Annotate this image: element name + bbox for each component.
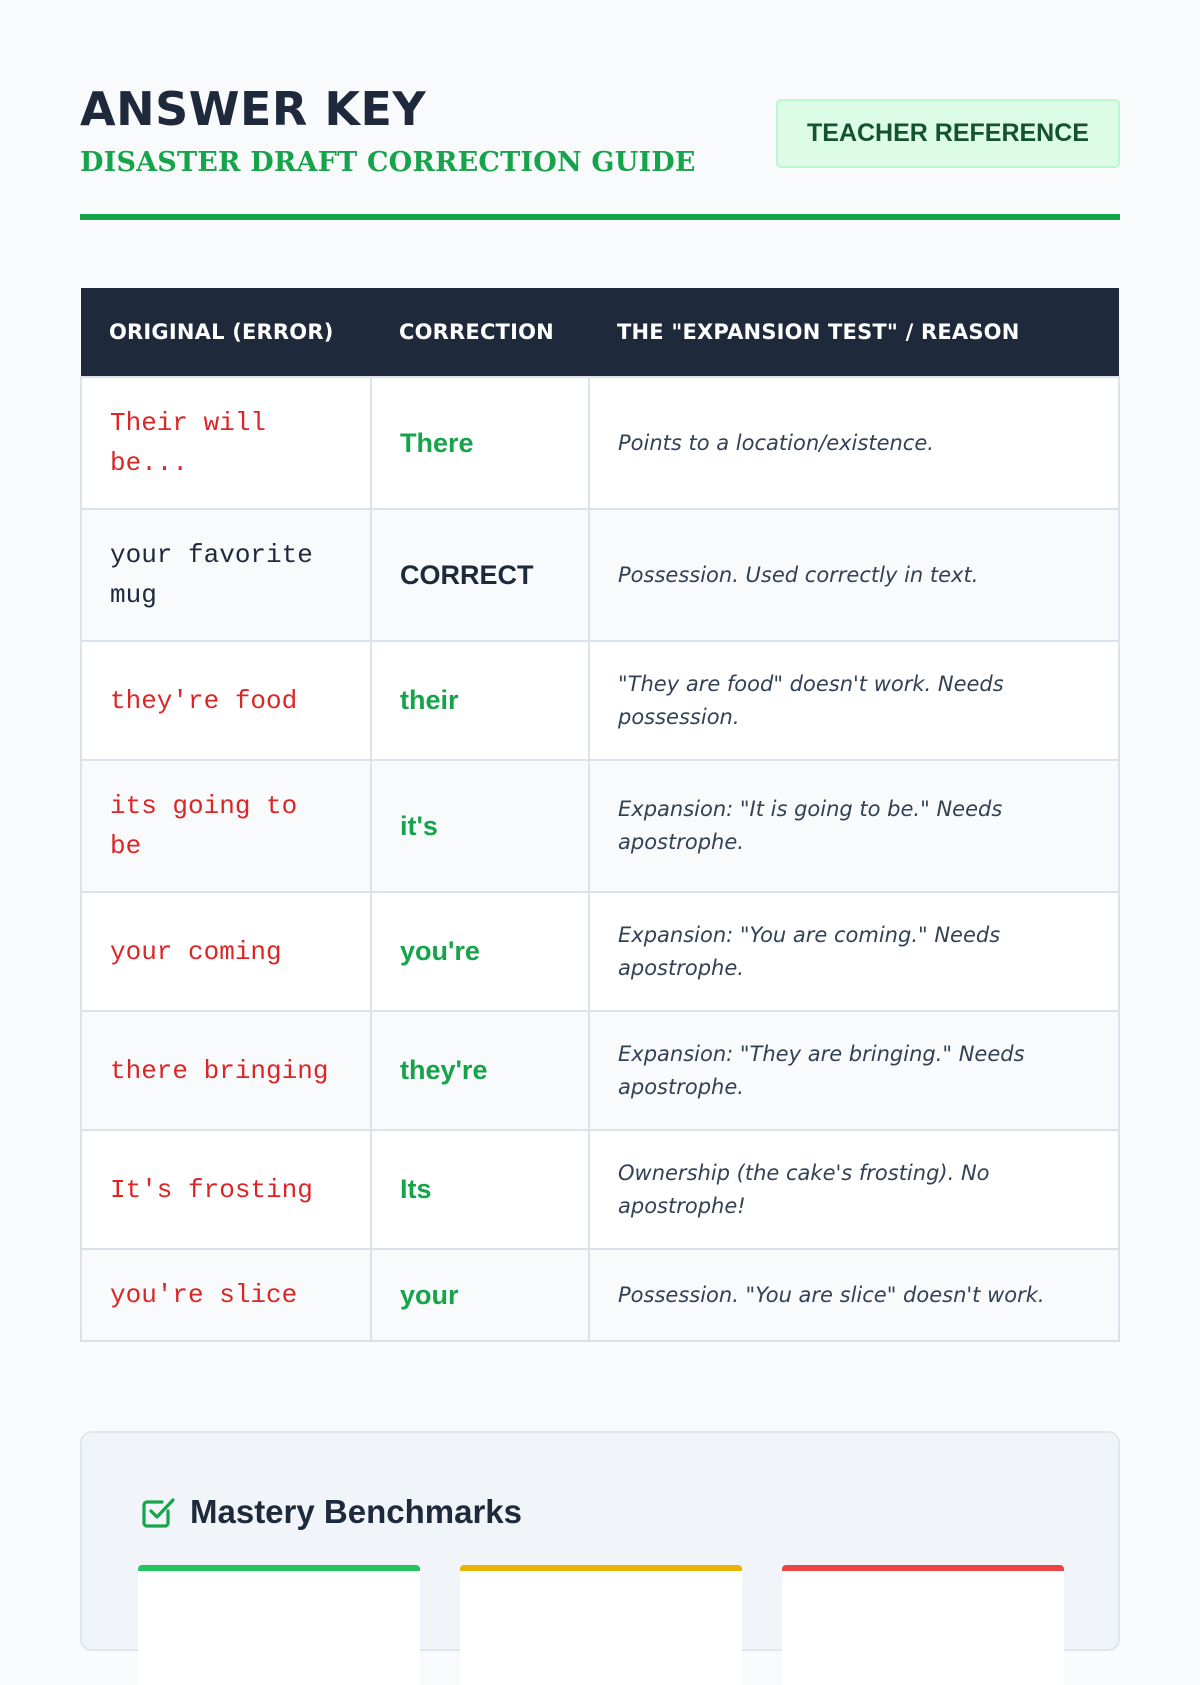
cell-original (81, 1249, 371, 1341)
table-row (81, 509, 1119, 641)
cell-original (81, 892, 371, 1011)
page-subtitle: DISASTER DRAFT CORRECTION GUIDE (80, 147, 696, 178)
original-text: you're slice (110, 1280, 298, 1310)
benchmark-card-bar (138, 1565, 420, 1571)
cell-original (81, 377, 371, 509)
cell-original (81, 1130, 371, 1249)
cell-correction (371, 892, 589, 1011)
table-row (81, 760, 1119, 892)
teacher-reference-badge: TEACHER REFERENCE (776, 99, 1120, 168)
answer-table (80, 288, 1120, 1342)
header (80, 0, 1120, 220)
correction-text: they're (400, 1055, 488, 1085)
original-text: It's frosting (110, 1174, 313, 1205)
correction-text: CORRECT (400, 559, 534, 590)
cell-reason (589, 641, 1119, 760)
cell-original (81, 641, 371, 760)
table-row (81, 1249, 1119, 1341)
header-divider (80, 214, 1120, 220)
cell-correction (371, 377, 589, 509)
header-original: ORIGINAL (ERROR) (81, 288, 371, 377)
benchmark-card-bar (782, 1565, 1064, 1571)
reason-text: Ownership (the cake's frosting). No apostrophe! (618, 1160, 990, 1218)
reason-text: Expansion: "You are coming." Needs apostrophe. (618, 922, 1001, 980)
benchmark-card-bar (460, 1565, 742, 1571)
cell-correction (371, 641, 589, 760)
checkbox-icon (140, 1494, 176, 1530)
cell-reason (589, 1011, 1119, 1130)
correction-text: it's (400, 810, 438, 841)
cell-reason (589, 1249, 1119, 1341)
benchmark-card-beginning (782, 1565, 1064, 1685)
original-text: your favorite mug (110, 540, 313, 610)
table-row (81, 641, 1119, 760)
benchmark-card-developing (460, 1565, 742, 1685)
cell-reason (589, 377, 1119, 509)
correction-text: their (400, 685, 459, 715)
correction-text: your (400, 1279, 459, 1310)
reason-text: Possession. Used correctly in text. (618, 562, 979, 587)
benchmarks-heading (140, 1493, 522, 1531)
table-header-row (81, 288, 1119, 377)
correction-text: Its (400, 1174, 432, 1204)
header-reason: THE "EXPANSION TEST" / REASON (589, 288, 1119, 377)
cell-reason (589, 892, 1119, 1011)
reason-text: Expansion: "It is going to be." Needs apostrophe. (618, 797, 1003, 854)
original-text: they're food (110, 685, 298, 716)
cell-original (81, 760, 371, 892)
reason-text: Possession. "You are slice" doesn't work. (618, 1282, 1045, 1307)
page-title: ANSWER KEY (80, 82, 427, 136)
cell-correction (371, 1130, 589, 1249)
cell-reason (589, 509, 1119, 641)
reason-text: "They are food" doesn't work. Needs possession. (618, 671, 1004, 729)
correction-text: There (400, 427, 474, 458)
original-text: your coming (110, 936, 282, 967)
cell-reason (589, 1130, 1119, 1249)
original-text: there bringing (110, 1055, 329, 1086)
table-row (81, 377, 1119, 509)
benchmarks-title: Mastery Benchmarks (190, 1493, 522, 1530)
original-text: Their will be... (110, 408, 267, 478)
mastery-benchmarks-panel (80, 1431, 1120, 1651)
cell-correction (371, 760, 589, 892)
cell-correction (371, 1011, 589, 1130)
table-row (81, 1130, 1119, 1249)
cell-reason (589, 760, 1119, 892)
benchmark-card-mastery (138, 1565, 420, 1685)
table-row (81, 892, 1119, 1011)
cell-correction (371, 1249, 589, 1341)
table-body (81, 377, 1119, 1341)
cell-correction (371, 509, 589, 641)
cell-original (81, 1011, 371, 1130)
correction-text: you're (400, 936, 480, 966)
table-row (81, 1011, 1119, 1130)
header-correction: CORRECTION (371, 288, 589, 377)
original-text: its going to be (110, 791, 298, 861)
reason-text: Points to a location/existence. (618, 430, 934, 455)
cell-original (81, 509, 371, 641)
reason-text: Expansion: "They are bringing." Needs apostrophe. (618, 1041, 1025, 1099)
